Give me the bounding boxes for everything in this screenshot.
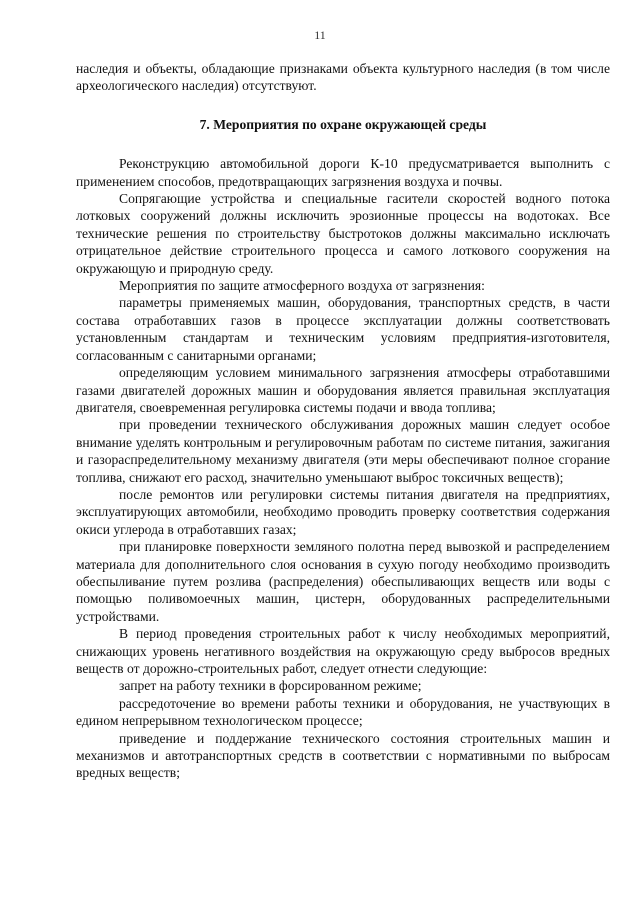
- page-content: [76, 60, 610, 782]
- paragraph-time-dispersion: рассредоточение во времени работы техники и оборудования, не участвующих в едином непрерывном технологическом процессе;: [76, 695, 610, 729]
- paragraph-engine-operation: определяющим условием минимального загрязнения атмосферы отработавшими газами двигателей дорожных машин и оборудования является правильная эксплуатация двигателя, своевременная регулировка системы подачи и ввода топлива;: [76, 365, 610, 415]
- paragraph-dust-suppression: при планировке поверхности земляного полотна перед вывозкой и распределением материала для дополнительного слоя основания в сухую погоду необходимо производить обеспыливание путем розлива (распределения) обеспыливающих веществ или воды с помощью поливомоечных машин, цистерн, оборудованных распределительными устройствами.: [76, 539, 610, 624]
- paragraph-technical-condition: приведение и поддержание технического состояния строительных машин и механизмов и автотранспортных средств в соответствии с нормативными по выбросам вредных веществ;: [76, 730, 610, 781]
- paragraph-repair-check: после ремонтов или регулировки системы питания двигателя на предприятиях, эксплуатирующих автомобили, необходимо проводить проверку соответствия содержания окиси углерода в отработавших газах;: [76, 486, 610, 537]
- paragraph-reconstruction: Реконструкцию автомобильной дороги К-10 предусматривается выполнить с применением способов, предотвращающих загрязнения воздуха и почвы.: [76, 156, 610, 189]
- paragraph-construction-period: В период проведения строительных работ к числу необходимых мероприятий, снижающих уровень негативного воздействия на окружающую среду выбросов вредных веществ от дорожно-строительных работ, следует отнести следующие:: [76, 626, 610, 676]
- intro-paragraph: наследия и объекты, обладающие признаками объекта культурного наследия (в том числе археологического наследия) отсутствуют.: [76, 61, 610, 94]
- paragraph-machine-parameters: параметры применяемых машин, оборудования, транспортных средств, в части состава отработавших газов в процессе эксплуатации должны соответствовать установленным стандартам и техническим условиям предприятия-изготовителя, согласованным с санитарными органами;: [76, 295, 610, 363]
- paragraph-erosion: Сопрягающие устройства и специальные гасители скоростей водного потока лотковых сооружений должны исключить эрозионные процессы на водотоках. Все технические решения по строительству быстротоков должны максимально исключать отрицательное действие строительного процесса и самого лоткового сооружения на окружающую и природную среду.: [76, 191, 610, 276]
- paragraph-air-measures-heading: Мероприятия по защите атмосферного воздуха от загрязнения:: [119, 278, 485, 294]
- paragraph-maintenance: при проведении технического обслуживания дорожных машин следует особое внимание уделять контрольным и регулировочным работам по системе питания, зажигания и газораспределительному механизму двигателя (эти меры обеспечивают полное сгорание топлива, снижают его расход, значительно уменьшают выброс токсичных веществ);: [76, 417, 610, 485]
- section-title: 7. Мероприятия по охране окружающей среды: [199, 116, 487, 132]
- page-number: 11: [314, 28, 326, 42]
- paragraph-forced-mode-ban: запрет на работу техники в форсированном режиме;: [119, 678, 422, 694]
